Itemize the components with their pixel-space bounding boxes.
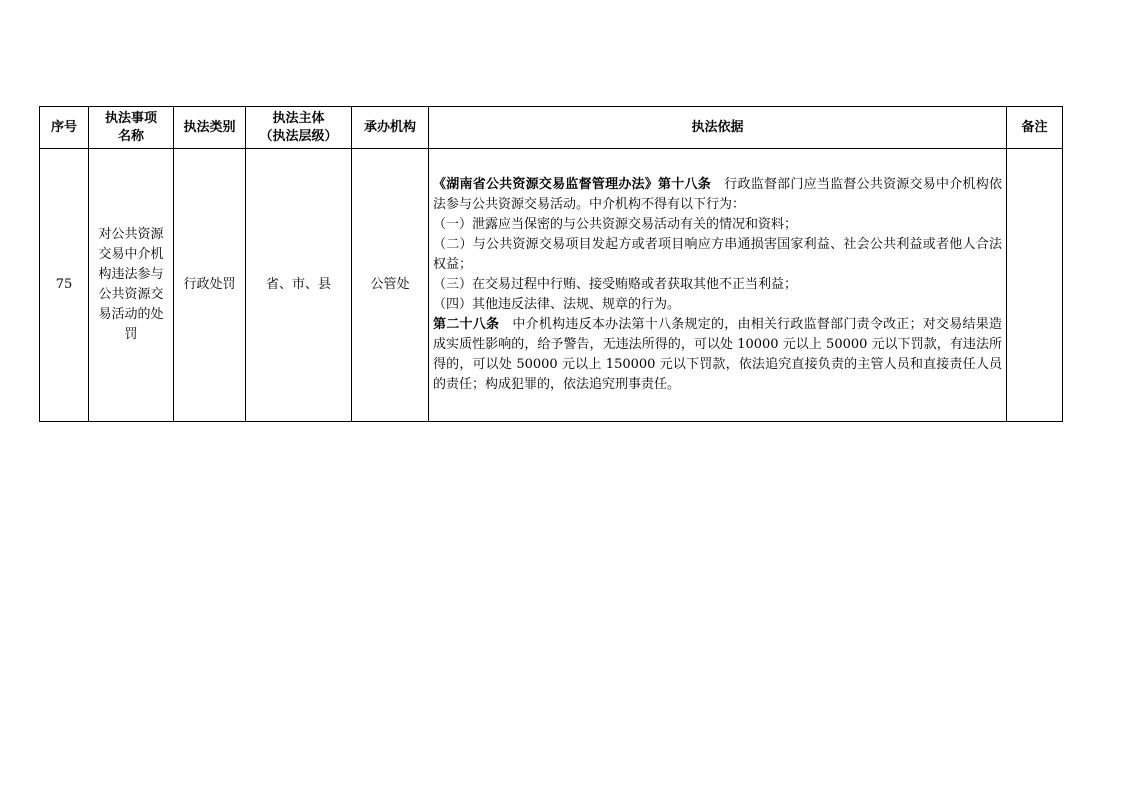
basis-item-3: （三）在交易过程中行贿、接受贿赂或者获取其他不正当利益；: [433, 277, 798, 292]
header-seq: 序号: [40, 107, 89, 149]
header-remarks: 备注: [1007, 107, 1063, 149]
table-row: [40, 149, 1063, 422]
cell-remarks: [1007, 149, 1063, 422]
header-item-name-line1: 执法事项: [104, 110, 157, 126]
basis-paragraph-2: [433, 315, 1002, 395]
basis-paragraph-1: [433, 175, 1002, 215]
basis-article-18-text: 行政监督部门应当监督公共资源交易中介机构依法参与公共资源交易活动。中介机构不得有以下行为：: [433, 177, 1002, 212]
header-agency: 承办机构: [352, 107, 429, 149]
header-subject: [246, 107, 352, 149]
basis-item-2: （二）与公共资源交易项目发起方或者项目响应方串通损害国家利益、社会公共利益或者他人合法权益；: [433, 237, 1002, 272]
basis-article-18-title: 《湖南省公共资源交易监督管理办法》第十八条: [433, 177, 711, 192]
header-subject-line2: （执法层级）: [259, 128, 338, 144]
header-row: [40, 107, 1063, 149]
cell-category: 行政处罚: [174, 149, 246, 422]
header-item-name: [89, 107, 174, 149]
basis-item-1: （一）泄露应当保密的与公共资源交易活动有关的情况和资料；: [433, 217, 798, 232]
basis-item-4: （四）其他违反法律、法规、规章的行为。: [433, 297, 681, 312]
enforcement-table: [39, 106, 1063, 422]
header-item-name-line2: 名称: [117, 128, 144, 144]
basis-article-28-title: 第二十八条: [433, 317, 500, 332]
cell-agency: 公管处: [352, 149, 429, 422]
basis-article-28-text: 中介机构违反本办法第十八条规定的，由相关行政监督部门责令改正；对交易结果造成实质性影响的，给予警告，无违法所得的，可以处 10000 元以上 50000 元以下罚款，有违法所得的，可以处 50000 元以上 150000 元以下罚款，依法追究直接负责的主管人员和直接责任人员的责任；构成犯罪的，依法追究刑事责任。: [433, 317, 1002, 392]
header-category: 执法类别: [174, 107, 246, 149]
cell-seq: 75: [40, 149, 89, 422]
header-basis: 执法依据: [429, 107, 1007, 149]
cell-subject: 省、市、县: [246, 149, 352, 422]
header-subject-line1: 执法主体: [272, 110, 325, 126]
cell-item-name: 对公共资源交易中介机构违法参与公共资源交易活动的处罚: [89, 149, 174, 422]
cell-basis: [429, 149, 1007, 422]
